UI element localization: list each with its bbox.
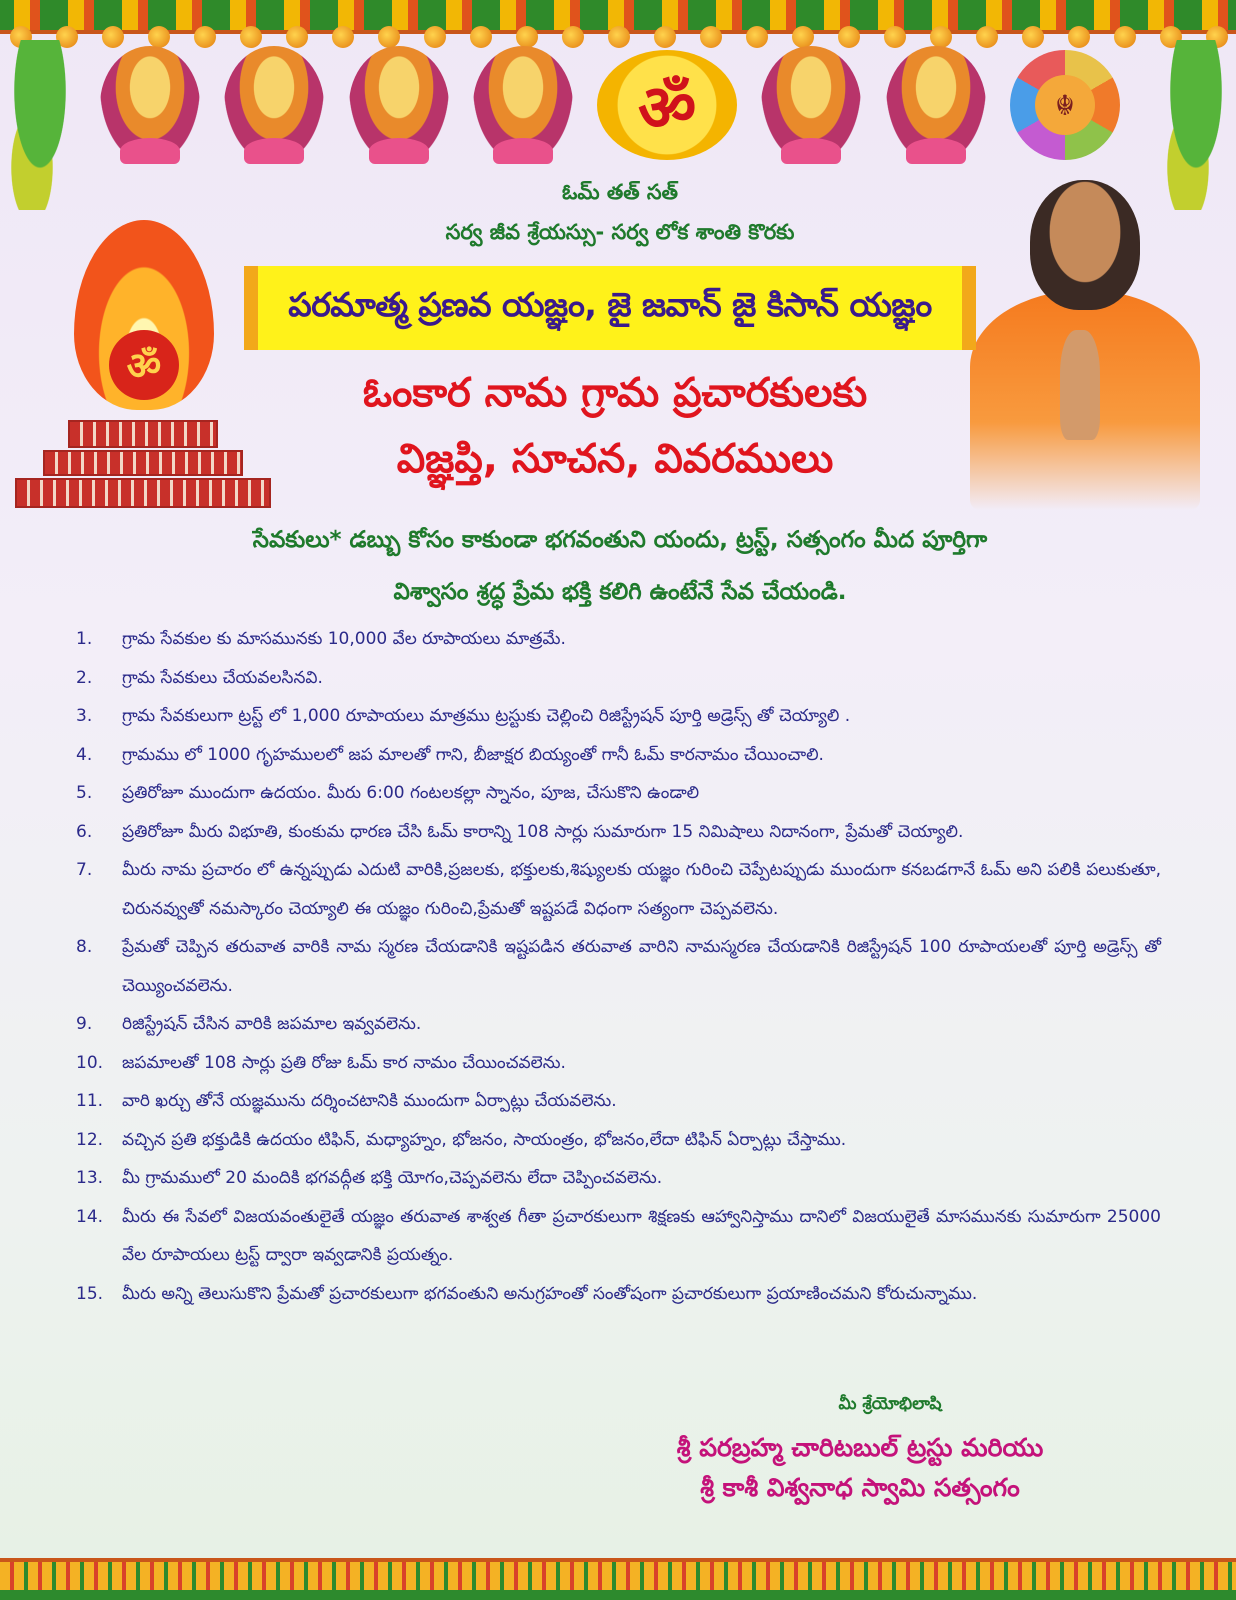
list-item-text: మీ గ్రామములో 20 మందికి భగవద్గీత భక్తి యోగం,చెప్పవలెను లేదా చెప్పించవలెను.	[122, 1168, 663, 1188]
shiva-parvati-image	[761, 46, 861, 164]
saraswati-image	[349, 46, 449, 164]
guru-folded-hands	[1060, 330, 1100, 440]
list-item-text: ప్రేమతో చెప్పిన తరువాత వారికి నామ స్మరణ చేయడానికి ఇష్టపడిన తరువాత వారిని నామస్మరణ చేయడానికి రిజిస్ట్రేషన్ 100 రూపాయలతో పూర్తి అడ్రెస్స్ తో చెయ్యించవలెను.	[122, 937, 1161, 996]
list-item-number: 14.	[76, 1206, 104, 1227]
intro-text	[80, 514, 1160, 618]
invocation-line-1: ఓమ్ తత్ సత్	[562, 180, 678, 204]
list-item-text: మీరు ఈ సేవలో విజయవంతులైతే యజ్ఞం తరువాత శాశ్వత గీతా ప్రచారకులుగా శిక్షణకు ఆహ్వానిస్తాము దానిలో విజయులైతే మాసమునకు సుమారుగా 25000 వేల రూపాయలు ట్రస్ట్ ద్వారా ఇవ్వడానికి ప్రయత్నం.	[122, 1206, 1161, 1265]
signoff: మీ శ్రేయోభిలాషి	[838, 1394, 942, 1414]
list-item	[76, 697, 1161, 736]
trust-line-1: శ్రీ పరబ్రహ్మ చారిటబుల్ ట్రస్టు మరియు	[676, 1433, 1044, 1462]
list-item-text: మీరు అన్ని తెలుసుకొని ప్రేమతో ప్రచారకులుగా భగవంతుని అనుగ్రహంతో సంతోషంగా ప్రచారకులుగా ప్రయాణించమని కోరుచున్నాము.	[122, 1283, 978, 1304]
list-item	[76, 1082, 1161, 1121]
emblem-center: ☬	[1035, 75, 1095, 135]
invocation	[330, 172, 910, 252]
trust-name	[580, 1428, 1140, 1508]
list-item	[76, 1005, 1161, 1044]
brahma-image	[224, 46, 324, 164]
list-item	[76, 813, 1161, 852]
title-banner: పరమాత్మ ప్రణవ యజ్ఞం, జై జవాన్ జై కిసాన్ యజ్ఞం	[244, 266, 976, 350]
list-item-text: గ్రామ సేవకులు చేయవలసినవి.	[122, 667, 323, 688]
om-symbol	[597, 50, 737, 160]
list-item	[76, 659, 1161, 698]
list-item	[76, 774, 1161, 813]
interfaith-emblem	[1010, 50, 1120, 160]
vishnu-lakshmi-image	[473, 46, 573, 164]
decorative-border	[0, 1558, 1236, 1600]
guru-portrait	[960, 180, 1210, 510]
altar-step	[68, 420, 218, 448]
list-item	[76, 851, 1161, 928]
intro-line-1: సేవకులు* డబ్బు కోసం కాకుండా భగవంతుని యందు, ట్రస్ట్, సత్సంగం మీద పూర్తిగా	[252, 527, 988, 553]
om-glyph: ॐ	[637, 70, 697, 146]
list-item-number: 5.	[76, 783, 93, 803]
list-item-number: 2.	[76, 667, 93, 688]
list-item-text: ప్రతిరోజూ మీరు విభూతి, కుంకుమ ధారణ చేసి ఓమ్ కారాన్ని 108 సార్లు సుమారుగా 15 నిమిషాలు నిదానంగా, ప్రేమతో చెయ్యాలి.	[122, 821, 964, 842]
list-item	[76, 1044, 1161, 1083]
list-item-number: 10.	[76, 1052, 104, 1073]
list-item-number: 6.	[76, 821, 93, 842]
flame-om-glyph: ॐ	[109, 330, 179, 400]
list-item-number: 7.	[76, 860, 93, 880]
guru-head	[1030, 180, 1140, 310]
list-item-number: 15.	[76, 1283, 104, 1304]
list-item-text: వారి ఖర్చు తోనే యజ్ఞమును దర్శించటానికి ముందుగా ఏర్పాట్లు చేయవలెను.	[122, 1091, 617, 1111]
list-item-number: 9.	[76, 1014, 93, 1034]
list-item-number: 1.	[76, 629, 93, 649]
list-item	[76, 620, 1161, 659]
list-item-text: గ్రామ సేవకుల కు మాసమునకు 10,000 వేల రూపాయలు మాత్రమే.	[122, 629, 566, 649]
list-item	[76, 736, 1161, 775]
list-item-text: రిజిస్ట్రేషన్ చేసిన వారికి జపమాల ఇవ్వవలెను.	[122, 1014, 422, 1034]
deity-row	[100, 40, 1120, 170]
trust-line-2: శ్రీ కాశీ విశ్వనాధ స్వామి సత్సంగం	[700, 1473, 1020, 1502]
altar-step	[15, 478, 271, 508]
list-item	[76, 1121, 1161, 1160]
swami-image	[886, 46, 986, 164]
list-item	[76, 1159, 1161, 1198]
list-item-number: 12.	[76, 1129, 104, 1150]
list-item-text: జపమాలతో 108 సార్లు ప్రతి రోజు ఓమ్ కార నామం చేయించవలెను.	[122, 1052, 566, 1073]
invocation-line-2: సర్వ జీవ శ్రేయస్సు- సర్వ లోక శాంతి కొరకు	[445, 220, 795, 244]
homa-kundam-image	[14, 220, 272, 510]
list-item	[76, 1198, 1161, 1275]
list-item-number: 11.	[76, 1091, 104, 1111]
ganesha-image	[100, 46, 200, 164]
headline-line-2: విజ్ఞప్తి, సూచన, వివరములు	[396, 436, 834, 482]
list-item-number: 13.	[76, 1168, 104, 1188]
list-item	[76, 1275, 1161, 1314]
list-item-number: 4.	[76, 744, 93, 765]
list-item-text: గ్రామ సేవకులుగా ట్రస్ట్ లో 1,000 రూపాయలు మాత్రము ట్రస్టుకు చెల్లించి రిజిస్ట్రేషన్ పూర్తి అడ్రెస్స్ తో చెయ్యాలి .	[122, 706, 851, 726]
list-item	[76, 928, 1161, 1005]
list-item-text: ప్రతిరోజూ ముందుగా ఉదయం. మీరు 6:00 గంటలకల్లా స్నానం, పూజ, చేసుకొని ఉండాలి	[122, 783, 700, 803]
list-item-number: 8.	[76, 937, 93, 957]
instruction-list	[76, 620, 1161, 1313]
list-item-number: 3.	[76, 706, 93, 726]
list-item-text: గ్రామము లో 1000 గృహములలో జప మాలతో గాని, బీజాక్షర బియ్యంతో గానీ ఓమ్ కారనామం చేయించాలి.	[122, 744, 824, 765]
intro-line-2: విశ్వాసం శ్రద్ధ ప్రేమ భక్తి కలిగి ఉంటేనే సేవ చేయండి.	[393, 579, 847, 605]
headline-line-1: ఓంకార నామ గ్రామ ప్రచారకులకు	[362, 370, 868, 416]
altar-step	[43, 450, 243, 476]
banana-leaf-left	[0, 40, 80, 210]
headline	[250, 360, 980, 492]
list-item-text: వచ్చిన ప్రతి భక్తుడికి ఉదయం టిఫిన్, మధ్యాహ్నం, భోజనం, సాయంత్రం, భోజనం,లేదా టిఫిన్ ఏర్పాట్లు చేస్తాము.	[122, 1129, 847, 1150]
list-item-text: మీరు నామ ప్రచారం లో ఉన్నప్పుడు ఎదుటి వారికి,ప్రజలకు, భక్తులకు,శిష్యులకు యజ్ఞం గురించి చెప్పేటప్పుడు ముందుగా కనబడగానే ఓమ్ అని పలికి పలుకుతూ, చిరునవ్వుతో నమస్కారం చెయ్యాలి ఈ యజ్ఞం గురించి,ప్రేమతో ఇష్టపడే విధంగా సత్యంగా చెప్పవలెను.	[122, 860, 1161, 919]
